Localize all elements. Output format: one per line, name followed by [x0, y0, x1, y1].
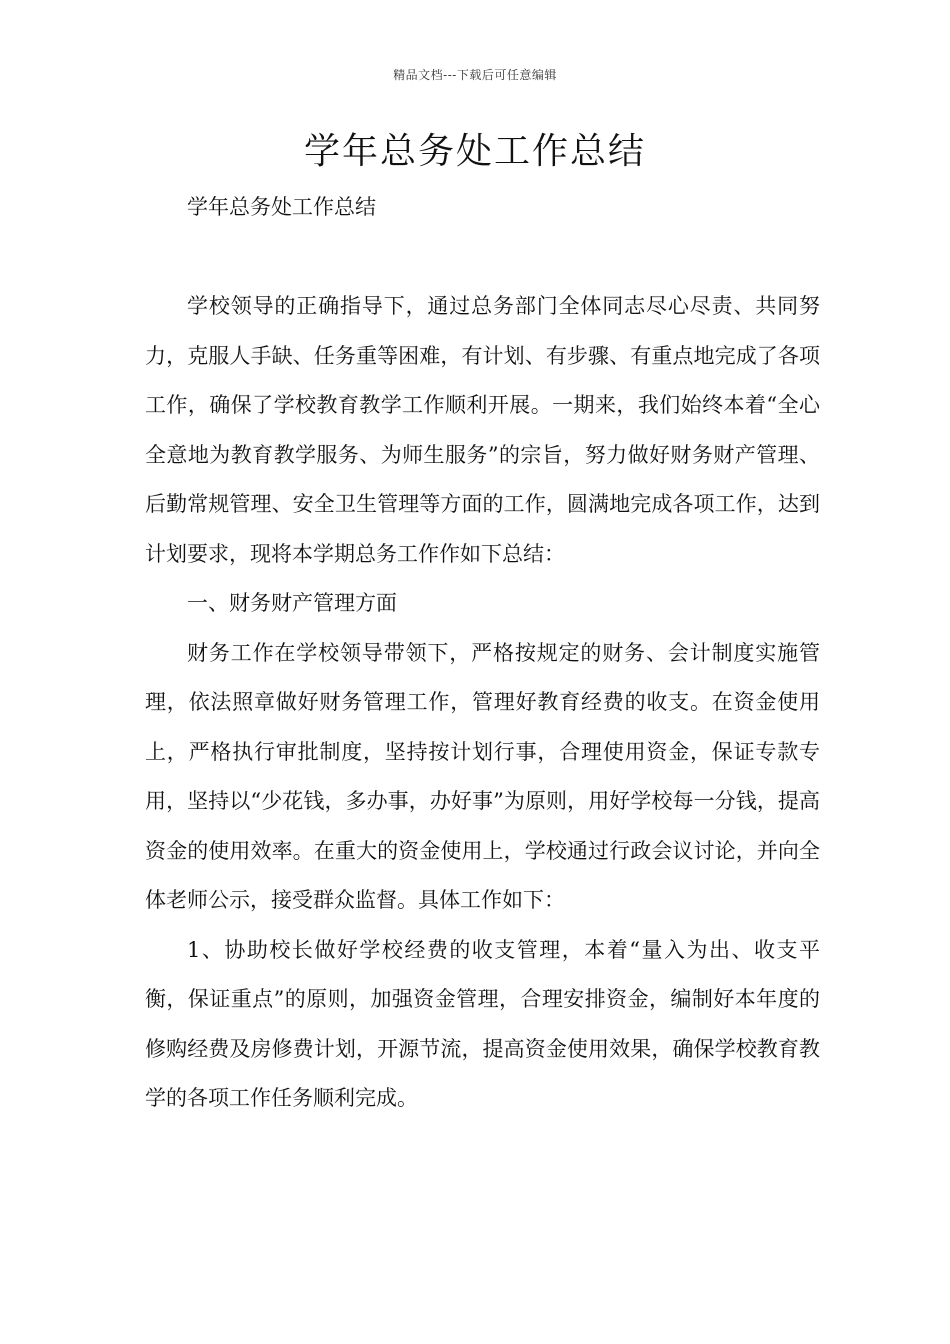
- document-title: 学年总务处工作总结: [303, 131, 646, 172]
- document-subtitle: 学年总务处工作总结: [187, 195, 376, 219]
- intro-paragraph: 学校领导的正确指导下，通过总务部门全体同志尽心尽责、共同努力，克服人手缺、任务重等困难，有计划、有步骤、有重点地完成了各项工作，确保了学校教育教学工作顺利开展。一期来，我们始终本着“全心全意地为教育教学服务、为师生服务”的宗旨，努力做好财务财产管理、后勤常规管理、安全卫生管理等方面的工作，圆满地完成各项工作，达到计划要求，现将本学期总务工作作如下总结：: [145, 294, 820, 566]
- header-note: 精品文档---下载后可任意编辑: [393, 68, 557, 82]
- section-heading-finance: 一、财务财产管理方面: [187, 591, 397, 615]
- finance-item-1-paragraph: 1、协助校长做好学校经费的收支管理，本着“量入为出、收支平衡，保证重点”的原则，加强资金管理，合理安排资金，编制好本年度的修购经费及房修费计划，开源节流，提高资金使用效果，确保学校教育教学的各项工作任务顺利完成。: [145, 937, 820, 1110]
- finance-paragraph: 财务工作在学校领导带领下，严格按规定的财务、会计制度实施管理，依法照章做好财务管理工作，管理好教育经费的收支。在资金使用上，严格执行审批制度，坚持按计划行事，合理使用资金，保证专款专用，坚持以“少花钱，多办事，办好事”为原则，用好学校每一分钱，提高资金的使用效率。在重大的资金使用上，学校通过行政会议讨论，并向全体老师公示，接受群众监督。具体工作如下：: [145, 640, 820, 912]
- document-body: [145, 183, 820, 1124]
